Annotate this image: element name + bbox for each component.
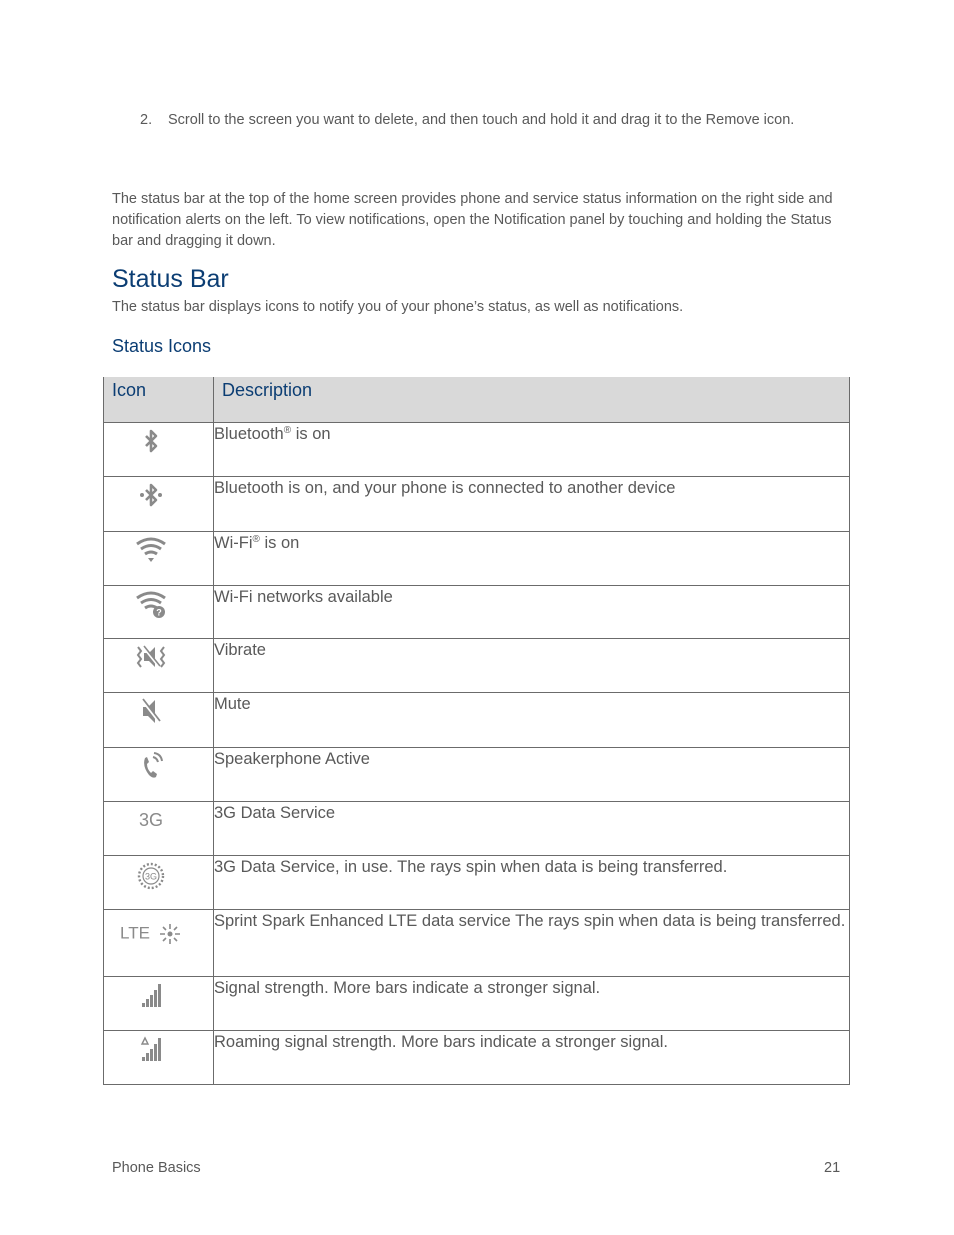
table-cell-description: 3G Data Service	[214, 801, 850, 855]
table-row	[104, 801, 850, 855]
section-subtitle: The status bar displays icons to notify you of your phone’s status, as well as notifications.	[112, 299, 684, 315]
table-cell-description: Speakerphone Active	[214, 747, 850, 801]
table-header-row	[104, 377, 850, 422]
3g-in-use-icon	[132, 860, 170, 890]
table-cell-description: Mute	[214, 692, 850, 747]
spark-rays-icon	[158, 922, 182, 946]
speakerphone-icon	[132, 752, 170, 782]
wifi-icon	[132, 536, 170, 566]
table-cell-description: 3G Data Service, in use. The rays spin when data is being transferred.	[214, 855, 850, 909]
header-icon: Icon	[104, 377, 214, 422]
table-cell-description: Vibrate	[214, 638, 850, 692]
step-text: Scroll to the screen you want to delete, and then touch and hold it and drag it to the Remove icon.	[168, 112, 795, 128]
instruction-step	[140, 112, 794, 128]
table-row	[104, 909, 850, 976]
table-cell-description: Roaming signal strength. More bars indicate a stronger signal.	[214, 1030, 850, 1084]
table-row	[104, 585, 850, 638]
vibrate-icon	[132, 643, 170, 673]
table-cell-description: Bluetooth is on, and your phone is connected to another device	[214, 476, 850, 531]
table-row	[104, 531, 850, 585]
table-row	[104, 1030, 850, 1084]
lte-label: LTE	[120, 922, 150, 942]
table-row	[104, 476, 850, 531]
subheading: Status Icons	[112, 336, 212, 356]
status-icons-table	[103, 377, 850, 1085]
table-row	[104, 692, 850, 747]
page-number: 21	[824, 1160, 841, 1176]
lte-spark-icon	[120, 922, 182, 946]
bluetooth-icon	[132, 427, 170, 457]
step-number: 2.	[140, 112, 153, 128]
section-title: Status Bar	[112, 265, 229, 293]
intro-paragraph: The status bar at the top of the home screen provides phone and service status information on the right side and notification alerts on the left. To view notifications, open the Notification panel by touching and holding the Status bar and dragging it down.	[112, 191, 833, 249]
table-row	[104, 747, 850, 801]
header-description: Description	[214, 377, 850, 422]
svg-text:3G: 3G	[138, 809, 164, 830]
svg-text:3G: 3G	[144, 871, 158, 881]
table-row	[104, 976, 850, 1030]
roaming-signal-icon	[132, 1035, 170, 1065]
table-cell-description: Wi-Fi® is on	[214, 531, 850, 585]
table-cell-description: Wi-Fi networks available	[214, 585, 850, 638]
signal-strength-icon	[132, 981, 170, 1011]
table-cell-description: Bluetooth® is on	[214, 422, 850, 476]
table-row	[104, 855, 850, 909]
svg-text:?: ?	[156, 607, 162, 617]
mute-icon	[132, 697, 170, 727]
table-row	[104, 638, 850, 692]
table-cell-description: Signal strength. More bars indicate a stronger signal.	[214, 976, 850, 1030]
table-cell-description: Sprint Spark Enhanced LTE data service The rays spin when data is being transferred.	[214, 909, 850, 976]
3g-icon	[132, 806, 170, 836]
table-row	[104, 422, 850, 476]
bluetooth-connected-icon	[132, 481, 170, 511]
footer-section-name: Phone Basics	[112, 1160, 201, 1176]
wifi-available-icon	[132, 590, 170, 620]
